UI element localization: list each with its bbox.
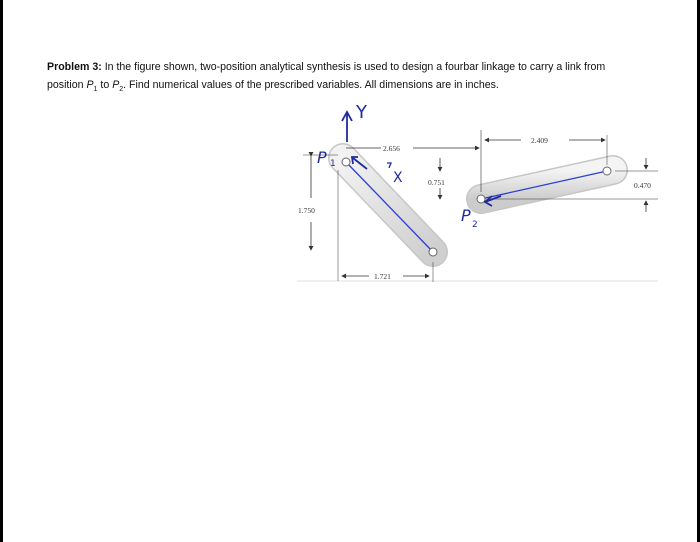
- p1-hand-label: P: [317, 148, 327, 167]
- problem-line-2-end: . Find numerical values of the prescribed variables. All dimensions are in inches.: [123, 79, 499, 91]
- p1-subscript: 1: [93, 86, 98, 94]
- p1-symbol: P: [86, 79, 94, 91]
- dimension-1750: [298, 155, 338, 250]
- linkage-figure: [3, 0, 697, 542]
- p1-hand-sub: 1: [330, 159, 336, 169]
- dim-0751-label: 0.751: [428, 178, 445, 187]
- problem-line-2-start: position: [47, 79, 87, 91]
- dim-0470-label: 0.470: [634, 181, 651, 190]
- dim-1750-label: 1.750: [298, 206, 315, 215]
- p2-symbol: P: [112, 79, 120, 91]
- p2-hand-label: P: [461, 206, 471, 225]
- y-axis-annotation: [342, 102, 368, 142]
- dimension-0751: [428, 158, 445, 199]
- p2-hand-sub: 2: [472, 220, 478, 230]
- page: [3, 0, 697, 542]
- p2-subscript: 2: [119, 86, 124, 94]
- dim-1721-label: 1.721: [374, 272, 391, 281]
- problem-line-1: In the figure shown, two-position analytical synthesis is used to design a fourbar linkage to carry a link from: [101, 61, 606, 73]
- dim-2656-label: 2.656: [383, 144, 400, 153]
- dim-2409-label: 2.409: [531, 136, 548, 145]
- problem-to: to: [97, 79, 113, 91]
- y-axis-label: Y: [356, 102, 367, 123]
- x-axis-label: X: [393, 170, 403, 186]
- link-position-1: [342, 158, 437, 256]
- problem-heading: Problem 3:: [47, 61, 102, 73]
